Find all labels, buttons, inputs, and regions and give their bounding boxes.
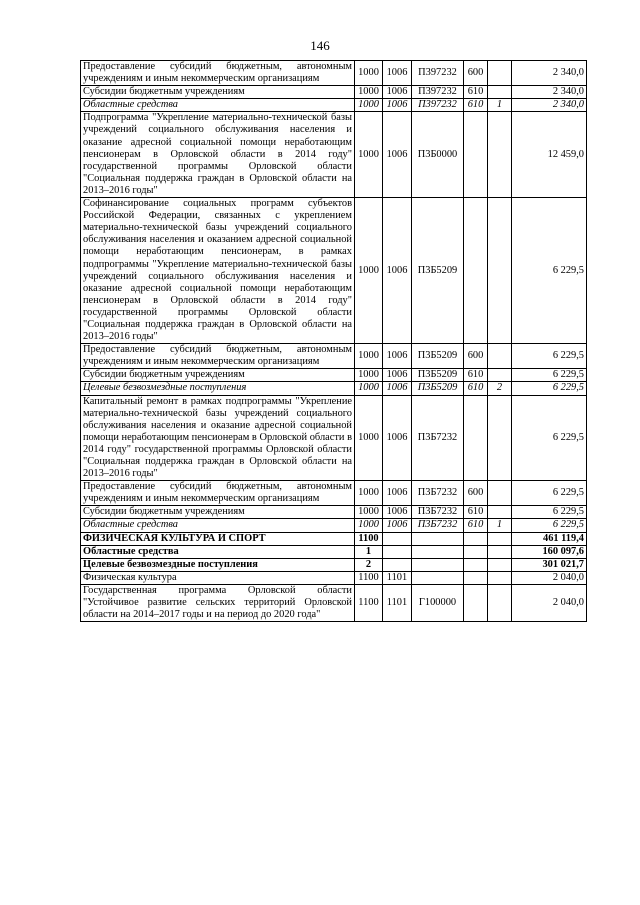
table-row bbox=[81, 382, 587, 395]
funding-source-cell bbox=[488, 481, 512, 506]
target-article-cell bbox=[412, 545, 464, 558]
section-code-cell: 1000 bbox=[355, 395, 383, 481]
row-name-cell: Капитальный ремонт в рамках подпрограммы "Укрепление материально-технической базы учреждений социального обслуживания населения и оказание адресной социальной помощи неработающим пенсионерам в Орловской области в 2014 году" государственной программы Орловской области "Социальная поддержка граждан в Орловской области на 2013–2016 годы" bbox=[81, 395, 355, 481]
amount-cell: 2 340,0 bbox=[512, 86, 587, 99]
section-code-cell: 1000 bbox=[355, 369, 383, 382]
target-article-cell: П3Б5209 bbox=[412, 382, 464, 395]
funding-source-cell bbox=[488, 369, 512, 382]
target-article-cell bbox=[412, 571, 464, 584]
target-article-cell: П397232 bbox=[412, 61, 464, 86]
table-row bbox=[81, 112, 587, 198]
table-row bbox=[81, 344, 587, 369]
expense-type-cell bbox=[464, 395, 488, 481]
target-article-cell: П3Б0000 bbox=[412, 112, 464, 198]
subsection-code-cell: 1006 bbox=[383, 112, 412, 198]
row-name-cell: Областные средства bbox=[81, 519, 355, 532]
amount-cell: 6 229,5 bbox=[512, 506, 587, 519]
amount-cell: 6 229,5 bbox=[512, 369, 587, 382]
section-code-cell: 1000 bbox=[355, 481, 383, 506]
section-code-cell: 1000 bbox=[355, 344, 383, 369]
row-name-cell: Предоставление субсидий бюджетным, автономным учреждениям и иным некоммерческим организациям bbox=[81, 61, 355, 86]
target-article-cell: П397232 bbox=[412, 86, 464, 99]
row-name-cell: Предоставление субсидий бюджетным, автономным учреждениям и иным некоммерческим организациям bbox=[81, 481, 355, 506]
table-row bbox=[81, 369, 587, 382]
target-article-cell: П3Б5209 bbox=[412, 344, 464, 369]
expense-type-cell bbox=[464, 532, 488, 545]
target-article-cell bbox=[412, 558, 464, 571]
expense-type-cell: 610 bbox=[464, 519, 488, 532]
expense-type-cell: 610 bbox=[464, 506, 488, 519]
table-row bbox=[81, 519, 587, 532]
table-row bbox=[81, 584, 587, 621]
subsection-code-cell: 1006 bbox=[383, 99, 412, 112]
section-code-cell: 1100 bbox=[355, 532, 383, 545]
expense-type-cell bbox=[464, 545, 488, 558]
subsection-code-cell: 1006 bbox=[383, 344, 412, 369]
target-article-cell bbox=[412, 532, 464, 545]
funding-source-cell bbox=[488, 112, 512, 198]
table-row bbox=[81, 61, 587, 86]
table-row bbox=[81, 506, 587, 519]
subsection-code-cell: 1006 bbox=[383, 369, 412, 382]
subsection-code-cell bbox=[383, 545, 412, 558]
funding-source-cell bbox=[488, 61, 512, 86]
section-code-cell: 1000 bbox=[355, 61, 383, 86]
subsection-code-cell bbox=[383, 558, 412, 571]
section-code-cell: 1 bbox=[355, 545, 383, 558]
funding-source-cell: 2 bbox=[488, 382, 512, 395]
row-name-cell: Областные средства bbox=[81, 99, 355, 112]
expense-type-cell: 600 bbox=[464, 481, 488, 506]
section-code-cell: 1000 bbox=[355, 99, 383, 112]
page-number: 146 bbox=[310, 38, 330, 53]
funding-source-cell: 1 bbox=[488, 519, 512, 532]
funding-source-cell: 1 bbox=[488, 99, 512, 112]
subsection-code-cell: 1101 bbox=[383, 584, 412, 621]
amount-cell: 6 229,5 bbox=[512, 481, 587, 506]
expense-type-cell bbox=[464, 571, 488, 584]
subsection-code-cell: 1006 bbox=[383, 481, 412, 506]
target-article-cell: П3Б7232 bbox=[412, 506, 464, 519]
section-code-cell: 1000 bbox=[355, 112, 383, 198]
section-code-cell: 1000 bbox=[355, 198, 383, 344]
section-code-cell: 1100 bbox=[355, 571, 383, 584]
subsection-code-cell: 1006 bbox=[383, 519, 412, 532]
target-article-cell: П3Б7232 bbox=[412, 395, 464, 481]
funding-source-cell bbox=[488, 506, 512, 519]
row-name-cell: Целевые безвозмездные поступления bbox=[81, 382, 355, 395]
section-code-cell: 1000 bbox=[355, 506, 383, 519]
funding-source-cell bbox=[488, 86, 512, 99]
target-article-cell: П3Б5209 bbox=[412, 198, 464, 344]
row-name-cell: Субсидии бюджетным учреждениям bbox=[81, 86, 355, 99]
table-row bbox=[81, 99, 587, 112]
subsection-code-cell bbox=[383, 532, 412, 545]
amount-cell: 2 340,0 bbox=[512, 99, 587, 112]
section-code-cell: 2 bbox=[355, 558, 383, 571]
expense-type-cell bbox=[464, 112, 488, 198]
amount-cell: 2 340,0 bbox=[512, 61, 587, 86]
subsection-code-cell: 1006 bbox=[383, 86, 412, 99]
amount-cell: 2 040,0 bbox=[512, 584, 587, 621]
funding-source-cell bbox=[488, 558, 512, 571]
expense-type-cell bbox=[464, 198, 488, 344]
row-name-cell: Подпрограмма "Укрепление материально-технической базы учреждений социального обслуживания населения и оказание адресной социальной помощи неработающим пенсионерам в Орловской области в 2014 году" государственной программы Орловской области "Социальная поддержка граждан в Орловской области на 2013–2016 годы" bbox=[81, 112, 355, 198]
amount-cell: 2 040,0 bbox=[512, 571, 587, 584]
expense-type-cell bbox=[464, 584, 488, 621]
target-article-cell: П3Б5209 bbox=[412, 369, 464, 382]
funding-source-cell bbox=[488, 198, 512, 344]
table-row bbox=[81, 395, 587, 481]
section-code-cell: 1000 bbox=[355, 382, 383, 395]
expense-type-cell: 610 bbox=[464, 382, 488, 395]
target-article-cell: П397232 bbox=[412, 99, 464, 112]
row-name-cell: Областные средства bbox=[81, 545, 355, 558]
amount-cell: 6 229,5 bbox=[512, 395, 587, 481]
section-code-cell: 1100 bbox=[355, 584, 383, 621]
target-article-cell: П3Б7232 bbox=[412, 519, 464, 532]
row-name-cell: Физическая культура bbox=[81, 571, 355, 584]
row-name-cell: ФИЗИЧЕСКАЯ КУЛЬТУРА И СПОРТ bbox=[81, 532, 355, 545]
row-name-cell: Субсидии бюджетным учреждениям bbox=[81, 506, 355, 519]
subsection-code-cell: 1006 bbox=[383, 382, 412, 395]
subsection-code-cell: 1101 bbox=[383, 571, 412, 584]
expense-type-cell bbox=[464, 558, 488, 571]
funding-source-cell bbox=[488, 545, 512, 558]
funding-source-cell bbox=[488, 584, 512, 621]
target-article-cell: Г100000 bbox=[412, 584, 464, 621]
amount-cell: 6 229,5 bbox=[512, 519, 587, 532]
target-article-cell: П3Б7232 bbox=[412, 481, 464, 506]
funding-source-cell bbox=[488, 571, 512, 584]
table-row bbox=[81, 481, 587, 506]
table-row bbox=[81, 558, 587, 571]
table-row bbox=[81, 198, 587, 344]
amount-cell: 461 119,4 bbox=[512, 532, 587, 545]
table-row bbox=[81, 532, 587, 545]
table-body bbox=[81, 61, 587, 622]
subsection-code-cell: 1006 bbox=[383, 198, 412, 344]
section-code-cell: 1000 bbox=[355, 519, 383, 532]
amount-cell: 12 459,0 bbox=[512, 112, 587, 198]
row-name-cell: Государственная программа Орловской области "Устойчивое развитие сельских территорий Орловской области на 2014–2017 годы и на период до 2020 года" bbox=[81, 584, 355, 621]
subsection-code-cell: 1006 bbox=[383, 506, 412, 519]
subsection-code-cell: 1006 bbox=[383, 395, 412, 481]
row-name-cell: Софинансирование социальных программ субъектов Российской Федерации, связанных с укреплением материально-технической базы учреждений социального обслуживания населения и оказанием адресной социальной помощи неработающим пенсионерам, в рамках подпрограммы "Укрепление материально-технической базы учреждений социального обслуживания населения и оказание адресной социальной помощи неработающим пенсионерам в Орловской области в 2014 году" государственной программы Орловской области "Социальная поддержка граждан в Орловской области на 2013–2016 годы" bbox=[81, 198, 355, 344]
expense-type-cell: 610 bbox=[464, 369, 488, 382]
funding-source-cell bbox=[488, 395, 512, 481]
subsection-code-cell: 1006 bbox=[383, 61, 412, 86]
budget-table bbox=[80, 60, 587, 622]
amount-cell: 6 229,5 bbox=[512, 344, 587, 369]
expense-type-cell: 600 bbox=[464, 344, 488, 369]
row-name-cell: Целевые безвозмездные поступления bbox=[81, 558, 355, 571]
amount-cell: 6 229,5 bbox=[512, 198, 587, 344]
amount-cell: 301 021,7 bbox=[512, 558, 587, 571]
row-name-cell: Предоставление субсидий бюджетным, автономным учреждениям и иным некоммерческим организациям bbox=[81, 344, 355, 369]
table-row bbox=[81, 571, 587, 584]
expense-type-cell: 600 bbox=[464, 61, 488, 86]
row-name-cell: Субсидии бюджетным учреждениям bbox=[81, 369, 355, 382]
amount-cell: 6 229,5 bbox=[512, 382, 587, 395]
expense-type-cell: 610 bbox=[464, 99, 488, 112]
section-code-cell: 1000 bbox=[355, 86, 383, 99]
funding-source-cell bbox=[488, 532, 512, 545]
funding-source-cell bbox=[488, 344, 512, 369]
table-row bbox=[81, 86, 587, 99]
amount-cell: 160 097,6 bbox=[512, 545, 587, 558]
expense-type-cell: 610 bbox=[464, 86, 488, 99]
table-row bbox=[81, 545, 587, 558]
